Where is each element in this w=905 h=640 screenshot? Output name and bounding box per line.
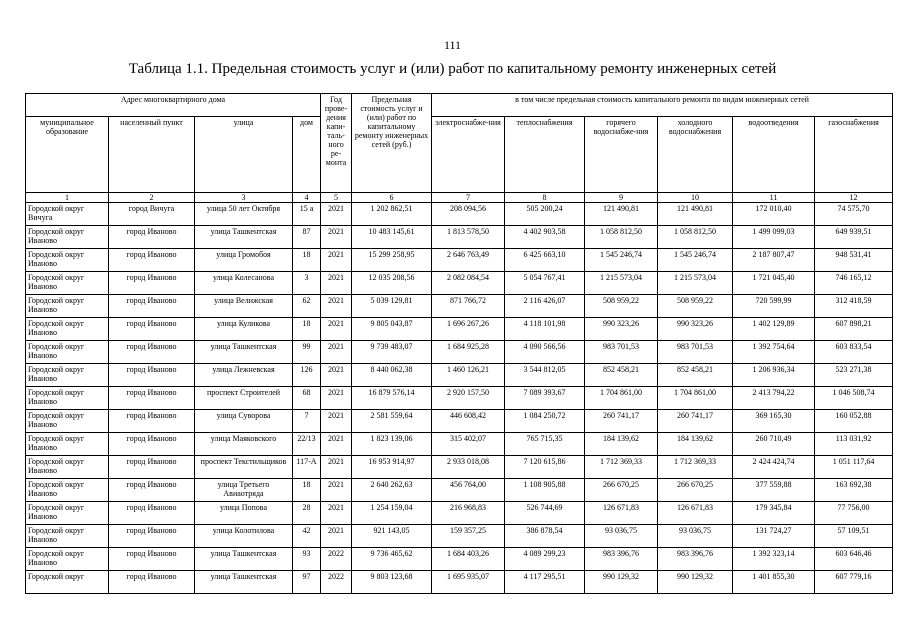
max-cost-cell: 8 440 062,38 bbox=[352, 364, 432, 387]
street-cell: улица Колесанова bbox=[195, 272, 293, 295]
power-supply-cell: 1 813 578,50 bbox=[432, 226, 505, 249]
street-cell: улица Попова bbox=[195, 502, 293, 525]
hot-water-cell: 93 036,75 bbox=[585, 525, 658, 548]
sewerage-cell: 2 187 807,47 bbox=[733, 249, 815, 272]
power-supply-header: электроснабже-ния bbox=[432, 117, 505, 193]
municipality-cell: Городской округ Иваново bbox=[26, 433, 109, 456]
sewerage-cell: 369 165,30 bbox=[733, 410, 815, 433]
hot-water-cell: 990 323,26 bbox=[585, 318, 658, 341]
heating-cell: 1 084 250,72 bbox=[505, 410, 585, 433]
cold-water-header: холодного водоснабжения bbox=[658, 117, 733, 193]
max-cost-cell: 1 254 159,04 bbox=[352, 502, 432, 525]
settlement-cell: город Иваново bbox=[109, 272, 195, 295]
cold-water-cell: 126 671,83 bbox=[658, 502, 733, 525]
sewerage-cell: 1 401 855,30 bbox=[733, 571, 815, 594]
house-cell: 42 bbox=[293, 525, 321, 548]
street-cell: улица 50 лет Октября bbox=[195, 203, 293, 226]
municipality-cell: Городской округ Иваново bbox=[26, 387, 109, 410]
year-cell: 2021 bbox=[321, 203, 352, 226]
heating-cell: 526 744,69 bbox=[505, 502, 585, 525]
table-row bbox=[26, 387, 893, 410]
heating-cell: 4 089 299,23 bbox=[505, 548, 585, 571]
year-cell: 2021 bbox=[321, 341, 352, 364]
gas-supply-cell: 607 779,16 bbox=[815, 571, 893, 594]
year-cell: 2021 bbox=[321, 525, 352, 548]
settlement-cell: город Вичуга bbox=[109, 203, 195, 226]
street-cell: улица Ташкентская bbox=[195, 226, 293, 249]
table-row bbox=[26, 249, 893, 272]
power-supply-cell: 2 646 763,49 bbox=[432, 249, 505, 272]
settlement-cell: город Иваново bbox=[109, 571, 195, 594]
table-row bbox=[26, 272, 893, 295]
heating-cell: 5 054 767,41 bbox=[505, 272, 585, 295]
heating-cell: 6 425 663,10 bbox=[505, 249, 585, 272]
house-cell: 126 bbox=[293, 364, 321, 387]
gas-supply-cell: 113 031,92 bbox=[815, 433, 893, 456]
max-cost-header: Предельная стоимость услуг и (или) работ по капитальному ремонту инженерных сетей (руб.) bbox=[352, 94, 432, 193]
house-cell: 99 bbox=[293, 341, 321, 364]
table-row bbox=[26, 479, 893, 502]
table-row bbox=[26, 318, 893, 341]
cold-water-cell: 1 545 246,74 bbox=[658, 249, 733, 272]
settlement-cell: город Иваново bbox=[109, 341, 195, 364]
heating-cell: 505 200,24 bbox=[505, 203, 585, 226]
municipality-cell: Городской округ Иваново bbox=[26, 456, 109, 479]
hot-water-cell: 1 058 812,50 bbox=[585, 226, 658, 249]
year-cell: 2021 bbox=[321, 502, 352, 525]
table-row bbox=[26, 295, 893, 318]
year-cell: 2021 bbox=[321, 295, 352, 318]
max-cost-cell: 2 640 262,63 bbox=[352, 479, 432, 502]
hot-water-cell: 126 671,83 bbox=[585, 502, 658, 525]
heating-cell: 4 090 566,56 bbox=[505, 341, 585, 364]
power-supply-cell: 216 968,83 bbox=[432, 502, 505, 525]
settlement-cell: город Иваново bbox=[109, 525, 195, 548]
page-title: Таблица 1.1. Предельная стоимость услуг и (или) работ по капитальному ремонту инженерных сетей bbox=[128, 61, 777, 77]
heating-header: теплоснабжения bbox=[505, 117, 585, 193]
power-supply-cell: 2 920 157,50 bbox=[432, 387, 505, 410]
table-row bbox=[26, 226, 893, 249]
max-cost-cell: 5 039 129,81 bbox=[352, 295, 432, 318]
power-supply-cell: 159 357,25 bbox=[432, 525, 505, 548]
page-number: 111 bbox=[443, 38, 462, 52]
settlement-cell: город Иваново bbox=[109, 226, 195, 249]
gas-supply-cell: 603 646,46 bbox=[815, 548, 893, 571]
sewerage-cell: 179 345,84 bbox=[733, 502, 815, 525]
cold-water-cell: 1 704 861,00 bbox=[658, 387, 733, 410]
gas-supply-header: газоснабжения bbox=[815, 117, 893, 193]
column-number: 11 bbox=[733, 193, 815, 203]
gas-supply-cell: 160 052,88 bbox=[815, 410, 893, 433]
settlement-cell: город Иваново bbox=[109, 548, 195, 571]
cold-water-cell: 93 036,75 bbox=[658, 525, 733, 548]
hot-water-cell: 852 458,21 bbox=[585, 364, 658, 387]
power-supply-cell: 315 402,07 bbox=[432, 433, 505, 456]
heating-cell: 7 089 393,67 bbox=[505, 387, 585, 410]
cold-water-cell: 184 139,62 bbox=[658, 433, 733, 456]
gas-supply-cell: 74 575,70 bbox=[815, 203, 893, 226]
year-cell: 2021 bbox=[321, 456, 352, 479]
table-row bbox=[26, 410, 893, 433]
municipality-cell: Городской округ Иваново bbox=[26, 410, 109, 433]
power-supply-cell: 2 933 018,08 bbox=[432, 456, 505, 479]
max-cost-cell: 921 143,05 bbox=[352, 525, 432, 548]
municipality-cell: Городской округ Иваново bbox=[26, 341, 109, 364]
municipality-cell: Городской округ Иваново bbox=[26, 479, 109, 502]
power-supply-cell: 1 684 403,26 bbox=[432, 548, 505, 571]
column-number: 10 bbox=[658, 193, 733, 203]
max-cost-cell: 12 035 208,56 bbox=[352, 272, 432, 295]
heating-cell: 3 544 812,05 bbox=[505, 364, 585, 387]
max-cost-cell: 9 805 043,87 bbox=[352, 318, 432, 341]
hot-water-header: горячего водоснабже-ния bbox=[585, 117, 658, 193]
gas-supply-cell: 603 833,54 bbox=[815, 341, 893, 364]
year-cell: 2021 bbox=[321, 433, 352, 456]
year-cell: 2021 bbox=[321, 318, 352, 341]
street-cell: улица Ташкентская bbox=[195, 571, 293, 594]
table-row bbox=[26, 502, 893, 525]
table-row bbox=[26, 571, 893, 594]
house-cell: 3 bbox=[293, 272, 321, 295]
street-cell: улица Маяковского bbox=[195, 433, 293, 456]
hot-water-cell: 983 396,76 bbox=[585, 548, 658, 571]
column-number: 2 bbox=[109, 193, 195, 203]
hot-water-cell: 508 959,22 bbox=[585, 295, 658, 318]
including-group-header: в том числе предельная стоимость капитального ремонта по видам инженерных сетей bbox=[432, 94, 893, 117]
year-cell: 2021 bbox=[321, 410, 352, 433]
sewerage-cell: 1 402 129,89 bbox=[733, 318, 815, 341]
power-supply-cell: 456 764,00 bbox=[432, 479, 505, 502]
street-cell: улица Велижская bbox=[195, 295, 293, 318]
settlement-cell: город Иваново bbox=[109, 318, 195, 341]
cold-water-cell: 260 741,17 bbox=[658, 410, 733, 433]
hot-water-cell: 1 215 573,04 bbox=[585, 272, 658, 295]
table-row bbox=[26, 548, 893, 571]
gas-supply-cell: 746 165,12 bbox=[815, 272, 893, 295]
municipality-cell: Городской округ Иваново bbox=[26, 525, 109, 548]
municipality-cell: Городской округ Иваново bbox=[26, 364, 109, 387]
settlement-cell: город Иваново bbox=[109, 410, 195, 433]
street-cell: улица Колотилова bbox=[195, 525, 293, 548]
cold-water-cell: 121 490,81 bbox=[658, 203, 733, 226]
max-cost-cell: 15 299 258,95 bbox=[352, 249, 432, 272]
street-cell: улица Лежневская bbox=[195, 364, 293, 387]
gas-supply-cell: 1 046 508,74 bbox=[815, 387, 893, 410]
municipality-cell: Городской округ Вичуга bbox=[26, 203, 109, 226]
heating-cell: 386 878,54 bbox=[505, 525, 585, 548]
municipality-cell: Городской округ bbox=[26, 571, 109, 594]
street-cell: улица Громобоя bbox=[195, 249, 293, 272]
street-cell: улица Ташкентская bbox=[195, 341, 293, 364]
gas-supply-cell: 57 109,51 bbox=[815, 525, 893, 548]
gas-supply-cell: 607 898,21 bbox=[815, 318, 893, 341]
heating-cell: 4 118 101,98 bbox=[505, 318, 585, 341]
heating-cell: 765 715,35 bbox=[505, 433, 585, 456]
column-number: 12 bbox=[815, 193, 893, 203]
power-supply-cell: 1 696 267,26 bbox=[432, 318, 505, 341]
power-supply-cell: 1 695 935,07 bbox=[432, 571, 505, 594]
heating-cell: 4 402 903,58 bbox=[505, 226, 585, 249]
heating-cell: 1 108 905,88 bbox=[505, 479, 585, 502]
gas-supply-cell: 649 939,51 bbox=[815, 226, 893, 249]
power-supply-cell: 208 094,56 bbox=[432, 203, 505, 226]
table-row bbox=[26, 525, 893, 548]
max-cost-cell: 16 953 914,97 bbox=[352, 456, 432, 479]
settlement-cell: город Иваново bbox=[109, 479, 195, 502]
street-header: улица bbox=[195, 117, 293, 193]
year-header: Год прове-дения капи-таль-ного ре-монта bbox=[321, 94, 352, 193]
column-number: 8 bbox=[505, 193, 585, 203]
settlement-cell: город Иваново bbox=[109, 249, 195, 272]
hot-water-cell: 1 704 861,00 bbox=[585, 387, 658, 410]
heating-cell: 7 120 615,86 bbox=[505, 456, 585, 479]
hot-water-cell: 184 139,62 bbox=[585, 433, 658, 456]
column-number-row bbox=[26, 193, 893, 203]
gas-supply-cell: 948 531,41 bbox=[815, 249, 893, 272]
max-cost-cell: 9 739 483,07 bbox=[352, 341, 432, 364]
table-row bbox=[26, 341, 893, 364]
table-row bbox=[26, 433, 893, 456]
house-cell: 97 bbox=[293, 571, 321, 594]
capital-repair-cost-table bbox=[25, 93, 893, 594]
power-supply-cell: 2 082 084,54 bbox=[432, 272, 505, 295]
sewerage-cell: 172 010,40 bbox=[733, 203, 815, 226]
house-cell: 22/13 bbox=[293, 433, 321, 456]
municipality-cell: Городской округ Иваново bbox=[26, 502, 109, 525]
sewerage-cell: 2 413 794,22 bbox=[733, 387, 815, 410]
year-cell: 2021 bbox=[321, 479, 352, 502]
municipality-cell: Городской округ Иваново bbox=[26, 548, 109, 571]
column-number: 1 bbox=[26, 193, 109, 203]
year-cell: 2021 bbox=[321, 249, 352, 272]
year-cell: 2021 bbox=[321, 226, 352, 249]
cold-water-cell: 1 215 573,04 bbox=[658, 272, 733, 295]
sewerage-cell: 1 206 936,34 bbox=[733, 364, 815, 387]
hot-water-cell: 266 670,25 bbox=[585, 479, 658, 502]
sewerage-cell: 2 424 424,74 bbox=[733, 456, 815, 479]
column-number: 4 bbox=[293, 193, 321, 203]
gas-supply-cell: 77 756,00 bbox=[815, 502, 893, 525]
hot-water-cell: 1 712 369,33 bbox=[585, 456, 658, 479]
cold-water-cell: 508 959,22 bbox=[658, 295, 733, 318]
house-cell: 117-А bbox=[293, 456, 321, 479]
street-cell: улица Третьего Авиаотряда bbox=[195, 479, 293, 502]
column-number: 5 bbox=[321, 193, 352, 203]
table-row bbox=[26, 203, 893, 226]
max-cost-cell: 1 202 862,51 bbox=[352, 203, 432, 226]
sewerage-cell: 720 599,99 bbox=[733, 295, 815, 318]
settlement-cell: город Иваново bbox=[109, 502, 195, 525]
street-cell: улица Суворова bbox=[195, 410, 293, 433]
sewerage-cell: 260 710,49 bbox=[733, 433, 815, 456]
street-cell: улица Куликова bbox=[195, 318, 293, 341]
sewerage-cell: 1 721 045,40 bbox=[733, 272, 815, 295]
hot-water-cell: 260 741,17 bbox=[585, 410, 658, 433]
gas-supply-cell: 523 271,38 bbox=[815, 364, 893, 387]
gas-supply-cell: 1 051 117,64 bbox=[815, 456, 893, 479]
house-header: дом bbox=[293, 117, 321, 193]
hot-water-cell: 1 545 246,74 bbox=[585, 249, 658, 272]
street-cell: проспект Строителей bbox=[195, 387, 293, 410]
street-cell: улица Ташкентская bbox=[195, 548, 293, 571]
column-number: 3 bbox=[195, 193, 293, 203]
house-cell: 28 bbox=[293, 502, 321, 525]
address-group-header: Адрес многоквартирного дома bbox=[26, 94, 321, 117]
sewerage-header: водоотведения bbox=[733, 117, 815, 193]
year-cell: 2022 bbox=[321, 548, 352, 571]
max-cost-cell: 9 803 123,68 bbox=[352, 571, 432, 594]
year-cell: 2021 bbox=[321, 364, 352, 387]
settlement-cell: город Иваново bbox=[109, 456, 195, 479]
settlement-header: населенный пункт bbox=[109, 117, 195, 193]
hot-water-cell: 990 129,32 bbox=[585, 571, 658, 594]
gas-supply-cell: 163 692,38 bbox=[815, 479, 893, 502]
heating-cell: 2 116 426,07 bbox=[505, 295, 585, 318]
table-row bbox=[26, 456, 893, 479]
cold-water-cell: 1 058 812,50 bbox=[658, 226, 733, 249]
house-cell: 62 bbox=[293, 295, 321, 318]
municipality-cell: Городской округ Иваново bbox=[26, 295, 109, 318]
house-cell: 68 bbox=[293, 387, 321, 410]
house-cell: 18 bbox=[293, 249, 321, 272]
power-supply-cell: 1 684 925,28 bbox=[432, 341, 505, 364]
municipality-header: муниципальное образование bbox=[26, 117, 109, 193]
table-row bbox=[26, 364, 893, 387]
settlement-cell: город Иваново bbox=[109, 433, 195, 456]
sewerage-cell: 131 724,27 bbox=[733, 525, 815, 548]
cold-water-cell: 852 458,21 bbox=[658, 364, 733, 387]
cold-water-cell: 983 701,53 bbox=[658, 341, 733, 364]
sewerage-cell: 1 392 323,14 bbox=[733, 548, 815, 571]
municipality-cell: Городской округ Иваново bbox=[26, 272, 109, 295]
cold-water-cell: 990 129,32 bbox=[658, 571, 733, 594]
hot-water-cell: 121 490,81 bbox=[585, 203, 658, 226]
street-cell: проспект Текстильщиков bbox=[195, 456, 293, 479]
column-number: 7 bbox=[432, 193, 505, 203]
house-cell: 15 а bbox=[293, 203, 321, 226]
hot-water-cell: 983 701,53 bbox=[585, 341, 658, 364]
house-cell: 18 bbox=[293, 479, 321, 502]
year-cell: 2021 bbox=[321, 387, 352, 410]
cold-water-cell: 1 712 369,33 bbox=[658, 456, 733, 479]
sewerage-cell: 1 499 099,03 bbox=[733, 226, 815, 249]
cold-water-cell: 990 323,26 bbox=[658, 318, 733, 341]
year-cell: 2022 bbox=[321, 571, 352, 594]
settlement-cell: город Иваново bbox=[109, 295, 195, 318]
max-cost-cell: 1 823 139,06 bbox=[352, 433, 432, 456]
cold-water-cell: 983 396,76 bbox=[658, 548, 733, 571]
year-cell: 2021 bbox=[321, 272, 352, 295]
gas-supply-cell: 312 418,59 bbox=[815, 295, 893, 318]
municipality-cell: Городской округ Иваново bbox=[26, 318, 109, 341]
municipality-cell: Городской округ Иваново bbox=[26, 226, 109, 249]
heating-cell: 4 117 295,51 bbox=[505, 571, 585, 594]
cold-water-cell: 266 670,25 bbox=[658, 479, 733, 502]
power-supply-cell: 1 460 126,21 bbox=[432, 364, 505, 387]
max-cost-cell: 9 736 465,62 bbox=[352, 548, 432, 571]
settlement-cell: город Иваново bbox=[109, 387, 195, 410]
municipality-cell: Городской округ Иваново bbox=[26, 249, 109, 272]
house-cell: 87 bbox=[293, 226, 321, 249]
column-number: 9 bbox=[585, 193, 658, 203]
settlement-cell: город Иваново bbox=[109, 364, 195, 387]
max-cost-cell: 10 483 145,61 bbox=[352, 226, 432, 249]
max-cost-cell: 2 581 559,64 bbox=[352, 410, 432, 433]
house-cell: 7 bbox=[293, 410, 321, 433]
sewerage-cell: 377 559,88 bbox=[733, 479, 815, 502]
max-cost-cell: 16 879 576,14 bbox=[352, 387, 432, 410]
power-supply-cell: 446 608,42 bbox=[432, 410, 505, 433]
column-number: 6 bbox=[352, 193, 432, 203]
sewerage-cell: 1 392 754,64 bbox=[733, 341, 815, 364]
house-cell: 93 bbox=[293, 548, 321, 571]
house-cell: 18 bbox=[293, 318, 321, 341]
power-supply-cell: 871 766,72 bbox=[432, 295, 505, 318]
